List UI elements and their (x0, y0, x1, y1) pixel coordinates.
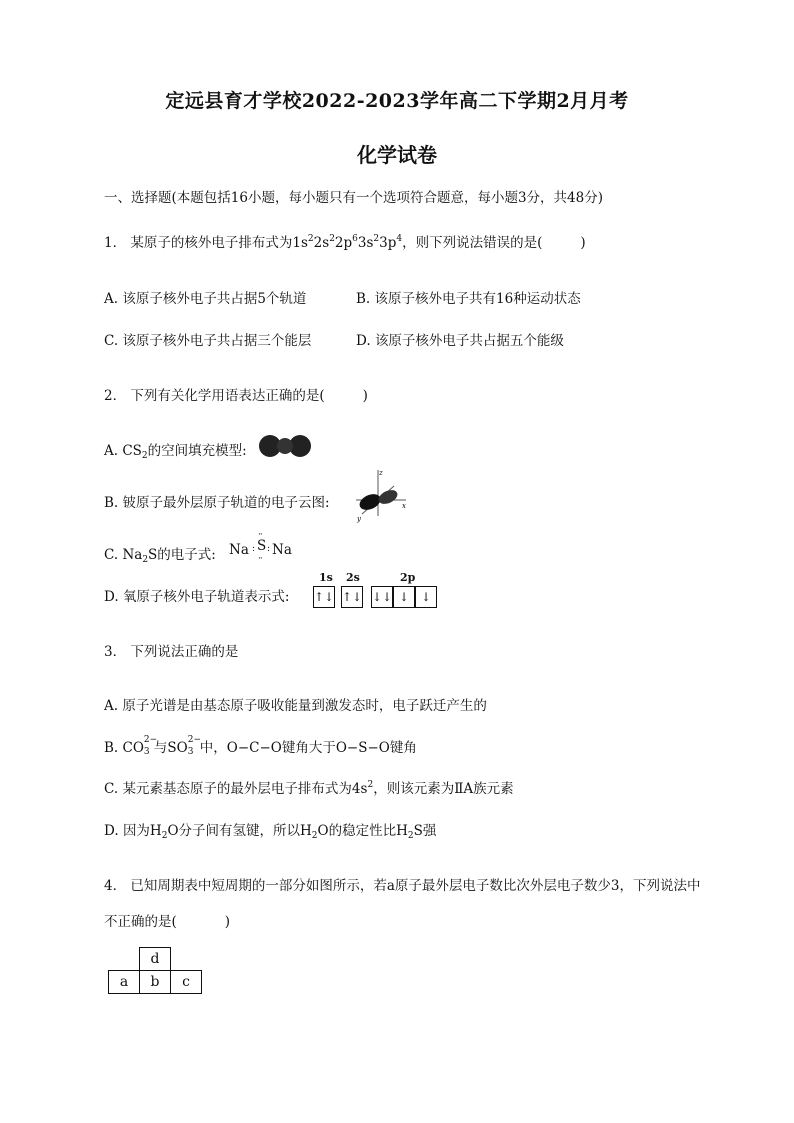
q3-option-d: D. 因为$H_2O$分子间有氢键，所以$H_2O$的稳定性比$H_2S$强 (104, 823, 437, 841)
cell-b: b (140, 971, 171, 994)
q1-option-c: C. 该原子核外电子共占据三个能层 (104, 333, 312, 349)
q1-suffix: ，则下列说法错误的是( (402, 235, 543, 251)
section-heading: 一、选择题(本题包括16小题，每小题只有一个选项符合题意，每小题3分，共48分) (104, 190, 603, 206)
page-title: 定远县育才学校2022-2023学年高二下学期2月月考 (165, 90, 629, 112)
orbital-diagram (313, 571, 443, 611)
orbital-box-2p-2: ↓ (393, 586, 415, 608)
q3-option-a: A. 原子光谱是由基态原子吸收能量到激发态时，电子跃迁产生的 (104, 698, 487, 714)
q1-prefix: 1． 某原子的核外电子排布式为 (104, 235, 293, 251)
label-2p: 2p (400, 571, 416, 584)
q2-option-c: C. $Na_2S$的电子式: (104, 547, 216, 565)
axis-z-label: z (379, 469, 383, 477)
na2s-electron-formula: Na : S ·· ·· : Na (229, 530, 292, 564)
cell-c: c (171, 971, 202, 994)
q2-option-d: D. 氧原子核外电子轨道表示式: (104, 589, 290, 605)
q1-option-a: A. 该原子核外电子共占据5个轨道 (104, 291, 307, 307)
cell-a: a (109, 971, 140, 994)
label-1s: 1s (319, 571, 333, 584)
axis-y-label: y (357, 515, 361, 523)
q1-option-b: B. 该原子核外电子共有16种运动状态 (356, 291, 581, 307)
page-subtitle: 化学试卷 (357, 143, 437, 167)
periodic-table-fragment (108, 947, 202, 994)
question-4-line1: 4． 已知周期表中短周期的一部分如图所示，若a原子最外层电子数比次外层电子数少3，下列说法中 (104, 878, 701, 894)
question-3: 3． 下列说法正确的是 (104, 644, 239, 660)
orbital-box-2p-1: ↓↓ (371, 586, 393, 608)
question-4-line2: 不正确的是( ) (104, 914, 231, 930)
orbital-box-1s: ↑↓ (313, 586, 335, 608)
q1-config: $1s^22s^22p^63s^23p^4$ (292, 234, 403, 251)
orbital-box-2s: ↑↓ (341, 586, 363, 608)
question-1: 1． 某原子的核外电子排布式为$1s^22s^22p^63s^23p^4$，则下列说法错误的是( ) (104, 234, 586, 251)
orbital-box-2p-3: ↓ (415, 586, 437, 608)
q3-option-c: C. 某元素基态原子的最外层电子排布式为$4s^2$，则该元素为ⅡA族元素 (104, 780, 514, 797)
cell-d: d (140, 948, 171, 971)
q1-option-d: D. 该原子核外电子共占据五个能级 (356, 333, 564, 349)
q2-option-a: A. $CS_2$的空间填充模型: (104, 443, 247, 461)
electron-cloud-diagram (348, 466, 412, 524)
q3-option-b: B. CO 2− 3 与SO 2− 3 中，O−C−O键角大于O−S−O键角 (104, 735, 417, 757)
q2-option-b: B. 铍原子最外层原子轨道的电子云图: (104, 495, 330, 511)
label-2s: 2s (346, 571, 360, 584)
question-2: 2． 下列有关化学用语表达正确的是( ) (104, 388, 368, 404)
cs2-space-filling-model (258, 434, 312, 458)
axis-x-label: x (402, 502, 406, 510)
